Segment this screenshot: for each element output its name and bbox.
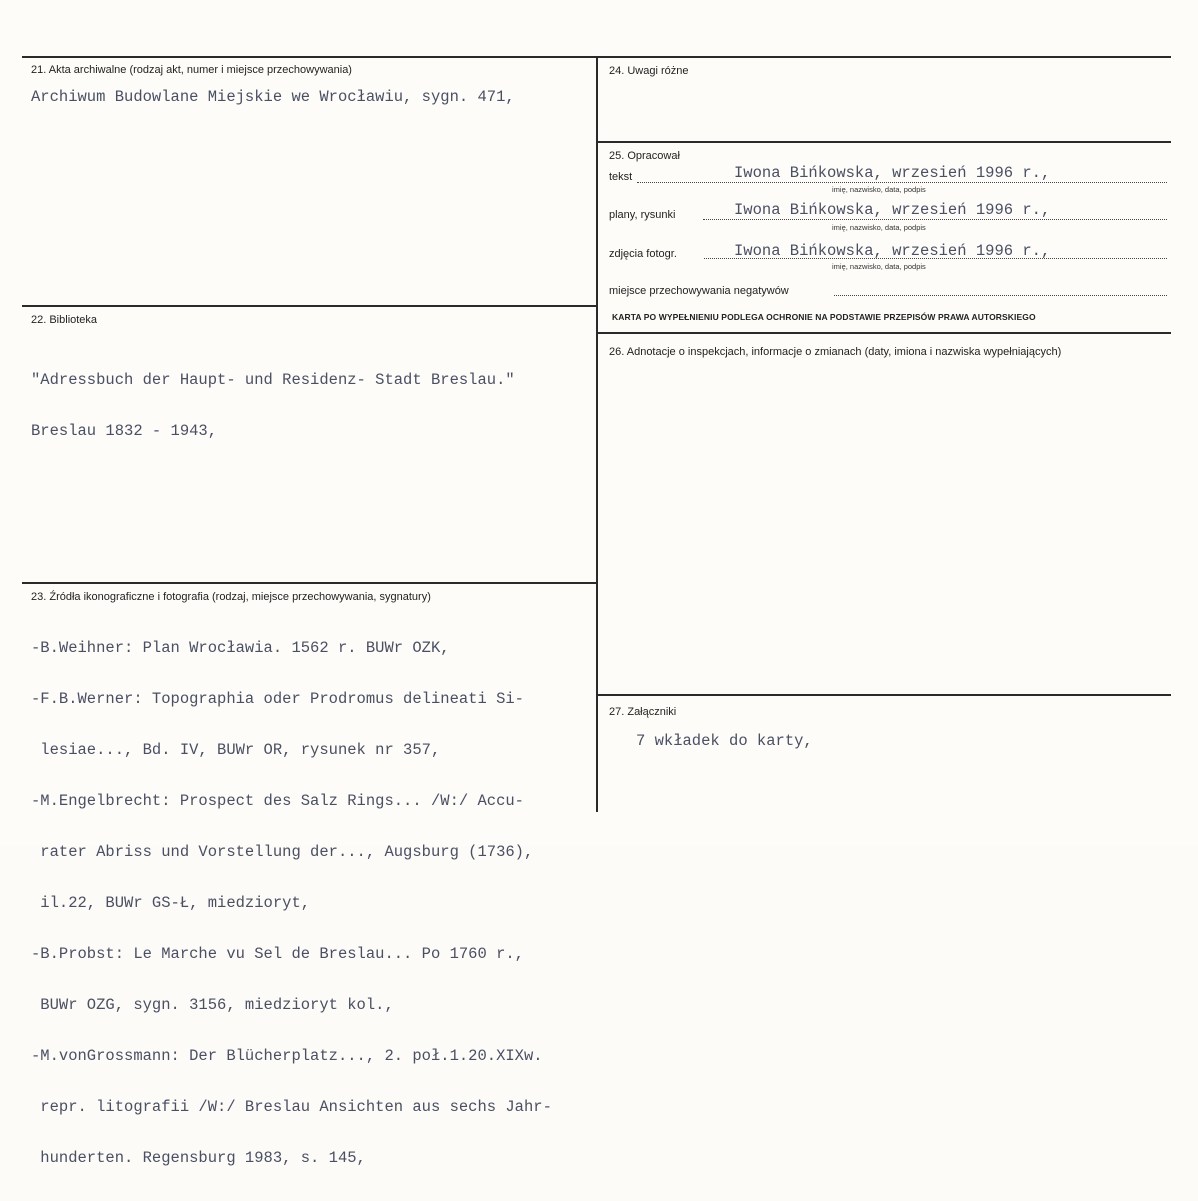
author-text-caption: imię, nazwisko, data, podpis	[832, 185, 926, 194]
section-27-value: 7 wkładek do karty,	[636, 732, 813, 750]
rule-26-27	[597, 694, 1171, 696]
section-27-label: 27. Załączniki	[609, 706, 677, 718]
text-line: Breslau 1832 - 1943,	[31, 422, 218, 440]
author-photos-value: Iwona Bińkowska, wrzesień 1996 r.,	[734, 242, 1051, 260]
author-plans-label: plany, rysunki	[609, 209, 676, 221]
text-line: -M.vonGrossmann: Der Blücherplatz..., 2. poł.1.20.XIXw.	[31, 1047, 543, 1065]
text-line: -F.B.Werner: Topographia oder Prodromus delineati Si-	[31, 690, 524, 708]
text-line: il.22, BUWr GS-Ł, miedzioryt,	[31, 894, 311, 912]
section-22-value	[31, 338, 515, 474]
text-line: -B.Weihner: Plan Wrocławia. 1562 r. BUWr OZK,	[31, 639, 450, 657]
rule-22-23	[22, 582, 597, 584]
author-text-value: Iwona Bińkowska, wrzesień 1996 r.,	[734, 164, 1051, 182]
text-line: -M.Engelbrecht: Prospect des Salz Rings... /W:/ Accu-	[31, 792, 524, 810]
section-21-value: Archiwum Budowlane Miejskie we Wrocławiu, sygn. 471,	[31, 88, 515, 106]
top-rule-left	[22, 56, 597, 58]
section-23-label: 23. Źródła ikonograficzne i fotografia (rodzaj, miejsce przechowywania, sygnatury)	[31, 591, 431, 603]
author-plans-caption: imię, nazwisko, data, podpis	[832, 223, 926, 232]
rule-25-26	[597, 332, 1171, 334]
author-photos-label: zdjęcia fotogr.	[609, 248, 677, 260]
author-photos-caption: imię, nazwisko, data, podpis	[832, 262, 926, 271]
section-26-label: 26. Adnotacje o inspekcjach, informacje o zmianach (daty, imiona i nazwiska wypełniających)	[609, 346, 1062, 358]
author-text-dots	[637, 182, 1167, 183]
section-21-label: 21. Akta archiwalne (rodzaj akt, numer i miejsce przechowywania)	[31, 64, 352, 76]
section-23-value	[31, 606, 552, 1201]
text-line: repr. litografii /W:/ Breslau Ansichten aus sechs Jahr-	[31, 1098, 552, 1116]
center-divider	[596, 56, 598, 812]
rule-24-25	[597, 141, 1171, 143]
author-plans-dots	[703, 219, 1167, 220]
text-line: rater Abriss und Vorstellung der..., Augsburg (1736),	[31, 843, 534, 861]
section-22-label: 22. Biblioteka	[31, 314, 98, 326]
text-line: BUWr OZG, sygn. 3156, miedzioryt kol.,	[31, 996, 394, 1014]
section-24-label: 24. Uwagi różne	[609, 65, 689, 77]
section-25-label: 25. Opracował	[609, 150, 680, 162]
text-line: hunderten. Regensburg 1983, s. 145,	[31, 1149, 366, 1167]
copyright-notice: KARTA PO WYPEŁNIENIU PODLEGA OCHRONIE NA PODSTAWIE PRZEPISÓW PRAWA AUTORSKIEGO	[612, 312, 1036, 322]
text-line: lesiae..., Bd. IV, BUWr OR, rysunek nr 357,	[31, 741, 441, 759]
negatives-dots	[834, 295, 1167, 296]
text-line: "Adressbuch der Haupt- und Residenz- Stadt Breslau."	[31, 371, 515, 389]
text-line: -B.Probst: Le Marche vu Sel de Breslau... Po 1760 r.,	[31, 945, 524, 963]
author-text-label: tekst	[609, 171, 633, 183]
top-rule-right	[597, 56, 1171, 58]
rule-21-22	[22, 305, 597, 307]
author-plans-value: Iwona Bińkowska, wrzesień 1996 r.,	[734, 201, 1051, 219]
negatives-label: miejsce przechowywania negatywów	[609, 285, 789, 297]
